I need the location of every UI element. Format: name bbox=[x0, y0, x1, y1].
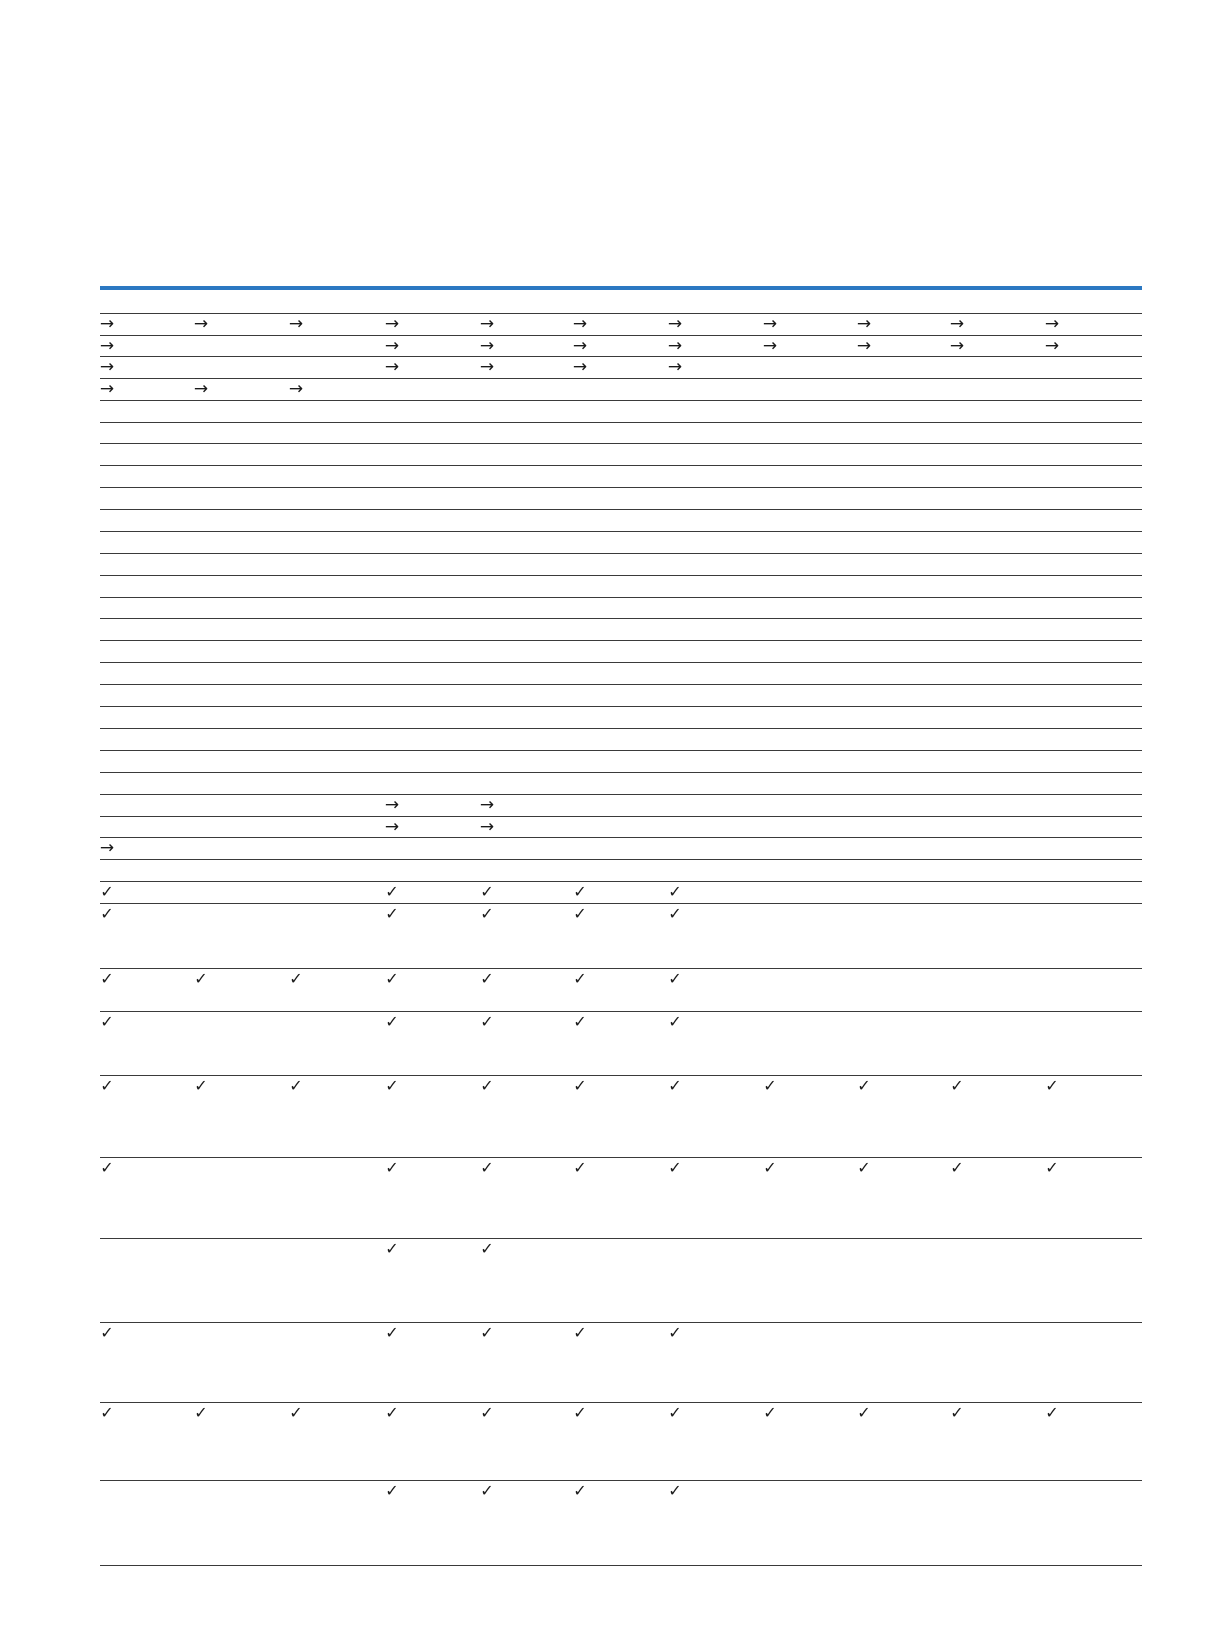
check-icon: ✓ bbox=[289, 1076, 303, 1095]
arrow-right-icon: → bbox=[762, 336, 778, 356]
check-icon: ✓ bbox=[480, 1239, 494, 1258]
check-icon: ✓ bbox=[857, 1403, 871, 1422]
check-icon: ✓ bbox=[100, 969, 114, 988]
check-icon: ✓ bbox=[480, 1323, 494, 1342]
check-icon: ✓ bbox=[950, 1403, 964, 1422]
check-icon: ✓ bbox=[857, 1158, 871, 1177]
row-divider bbox=[100, 794, 1142, 795]
check-icon: ✓ bbox=[385, 1012, 399, 1031]
check-icon: ✓ bbox=[100, 1158, 114, 1177]
arrow-right-icon: → bbox=[384, 336, 400, 356]
check-icon: ✓ bbox=[668, 1481, 682, 1500]
check-icon: ✓ bbox=[668, 969, 682, 988]
row-divider bbox=[100, 465, 1142, 466]
check-icon: ✓ bbox=[950, 1076, 964, 1095]
row-divider bbox=[100, 1565, 1142, 1566]
row-divider bbox=[100, 443, 1142, 444]
arrow-right-icon: → bbox=[99, 336, 115, 356]
check-icon: ✓ bbox=[385, 1323, 399, 1342]
check-icon: ✓ bbox=[668, 1158, 682, 1177]
row-divider bbox=[100, 335, 1142, 336]
check-icon: ✓ bbox=[385, 882, 399, 901]
check-icon: ✓ bbox=[573, 1403, 587, 1422]
arrow-right-icon: → bbox=[856, 314, 872, 334]
arrow-right-icon: → bbox=[667, 336, 683, 356]
row-divider bbox=[100, 553, 1142, 554]
check-icon: ✓ bbox=[480, 904, 494, 923]
check-icon: ✓ bbox=[289, 1403, 303, 1422]
check-icon: ✓ bbox=[668, 1403, 682, 1422]
row-divider bbox=[100, 1322, 1142, 1323]
check-icon: ✓ bbox=[763, 1076, 777, 1095]
check-icon: ✓ bbox=[100, 1403, 114, 1422]
check-icon: ✓ bbox=[100, 882, 114, 901]
arrow-right-icon: → bbox=[949, 314, 965, 334]
check-icon: ✓ bbox=[385, 969, 399, 988]
row-divider bbox=[100, 859, 1142, 860]
check-icon: ✓ bbox=[480, 1158, 494, 1177]
check-icon: ✓ bbox=[480, 1481, 494, 1500]
row-divider bbox=[100, 1480, 1142, 1481]
check-icon: ✓ bbox=[1045, 1076, 1059, 1095]
row-divider bbox=[100, 378, 1142, 379]
arrow-right-icon: → bbox=[99, 838, 115, 858]
arrow-right-icon: → bbox=[572, 357, 588, 377]
row-divider bbox=[100, 400, 1142, 401]
check-icon: ✓ bbox=[1045, 1158, 1059, 1177]
row-divider bbox=[100, 968, 1142, 969]
arrow-right-icon: → bbox=[762, 314, 778, 334]
check-icon: ✓ bbox=[573, 1323, 587, 1342]
row-divider bbox=[100, 1011, 1142, 1012]
check-icon: ✓ bbox=[194, 1076, 208, 1095]
arrow-right-icon: → bbox=[667, 314, 683, 334]
row-divider bbox=[100, 597, 1142, 598]
check-icon: ✓ bbox=[763, 1158, 777, 1177]
arrow-right-icon: → bbox=[384, 817, 400, 837]
row-divider bbox=[100, 728, 1142, 729]
row-divider bbox=[100, 618, 1142, 619]
arrow-right-icon: → bbox=[1044, 336, 1060, 356]
check-icon: ✓ bbox=[668, 1076, 682, 1095]
check-icon: ✓ bbox=[194, 969, 208, 988]
check-icon: ✓ bbox=[573, 1158, 587, 1177]
row-divider bbox=[100, 837, 1142, 838]
check-icon: ✓ bbox=[668, 1323, 682, 1342]
arrow-right-icon: → bbox=[572, 314, 588, 334]
check-icon: ✓ bbox=[573, 1012, 587, 1031]
arrow-right-icon: → bbox=[479, 314, 495, 334]
arrow-right-icon: → bbox=[572, 336, 588, 356]
check-icon: ✓ bbox=[480, 1076, 494, 1095]
arrow-right-icon: → bbox=[193, 379, 209, 399]
check-icon: ✓ bbox=[668, 1012, 682, 1031]
check-icon: ✓ bbox=[573, 969, 587, 988]
row-divider bbox=[100, 662, 1142, 663]
arrow-right-icon: → bbox=[667, 357, 683, 377]
check-icon: ✓ bbox=[385, 1076, 399, 1095]
check-icon: ✓ bbox=[668, 882, 682, 901]
check-icon: ✓ bbox=[289, 969, 303, 988]
row-divider bbox=[100, 313, 1142, 314]
arrow-right-icon: → bbox=[384, 795, 400, 815]
check-icon: ✓ bbox=[1045, 1403, 1059, 1422]
row-divider bbox=[100, 816, 1142, 817]
row-divider bbox=[100, 684, 1142, 685]
check-icon: ✓ bbox=[385, 904, 399, 923]
row-divider bbox=[100, 356, 1142, 357]
row-divider bbox=[100, 487, 1142, 488]
arrow-right-icon: → bbox=[479, 795, 495, 815]
arrow-right-icon: → bbox=[288, 314, 304, 334]
check-icon: ✓ bbox=[480, 1012, 494, 1031]
arrow-right-icon: → bbox=[384, 357, 400, 377]
arrow-right-icon: → bbox=[949, 336, 965, 356]
check-icon: ✓ bbox=[385, 1403, 399, 1422]
arrow-right-icon: → bbox=[479, 357, 495, 377]
check-icon: ✓ bbox=[480, 969, 494, 988]
row-divider bbox=[100, 1402, 1142, 1403]
header-accent-rule bbox=[100, 286, 1142, 290]
check-icon: ✓ bbox=[100, 904, 114, 923]
row-divider bbox=[100, 575, 1142, 576]
arrow-right-icon: → bbox=[479, 336, 495, 356]
check-icon: ✓ bbox=[857, 1076, 871, 1095]
row-divider bbox=[100, 1238, 1142, 1239]
check-icon: ✓ bbox=[668, 904, 682, 923]
row-divider bbox=[100, 903, 1142, 904]
row-divider bbox=[100, 640, 1142, 641]
arrow-right-icon: → bbox=[384, 314, 400, 334]
row-divider bbox=[100, 706, 1142, 707]
check-icon: ✓ bbox=[385, 1158, 399, 1177]
row-divider bbox=[100, 750, 1142, 751]
row-divider bbox=[100, 1157, 1142, 1158]
arrow-right-icon: → bbox=[856, 336, 872, 356]
check-icon: ✓ bbox=[100, 1323, 114, 1342]
arrow-right-icon: → bbox=[1044, 314, 1060, 334]
arrow-right-icon: → bbox=[479, 817, 495, 837]
arrow-right-icon: → bbox=[99, 379, 115, 399]
arrow-right-icon: → bbox=[288, 379, 304, 399]
row-divider bbox=[100, 509, 1142, 510]
row-divider bbox=[100, 422, 1142, 423]
check-icon: ✓ bbox=[385, 1239, 399, 1258]
arrow-right-icon: → bbox=[99, 314, 115, 334]
row-divider bbox=[100, 1075, 1142, 1076]
arrow-right-icon: → bbox=[193, 314, 209, 334]
check-icon: ✓ bbox=[573, 1481, 587, 1500]
check-icon: ✓ bbox=[100, 1076, 114, 1095]
check-icon: ✓ bbox=[385, 1481, 399, 1500]
arrow-right-icon: → bbox=[99, 357, 115, 377]
row-divider bbox=[100, 881, 1142, 882]
check-icon: ✓ bbox=[480, 882, 494, 901]
check-icon: ✓ bbox=[194, 1403, 208, 1422]
row-divider bbox=[100, 772, 1142, 773]
check-icon: ✓ bbox=[573, 904, 587, 923]
check-icon: ✓ bbox=[573, 1076, 587, 1095]
check-icon: ✓ bbox=[100, 1012, 114, 1031]
row-divider bbox=[100, 531, 1142, 532]
check-icon: ✓ bbox=[950, 1158, 964, 1177]
check-icon: ✓ bbox=[763, 1403, 777, 1422]
check-icon: ✓ bbox=[573, 882, 587, 901]
check-icon: ✓ bbox=[480, 1403, 494, 1422]
